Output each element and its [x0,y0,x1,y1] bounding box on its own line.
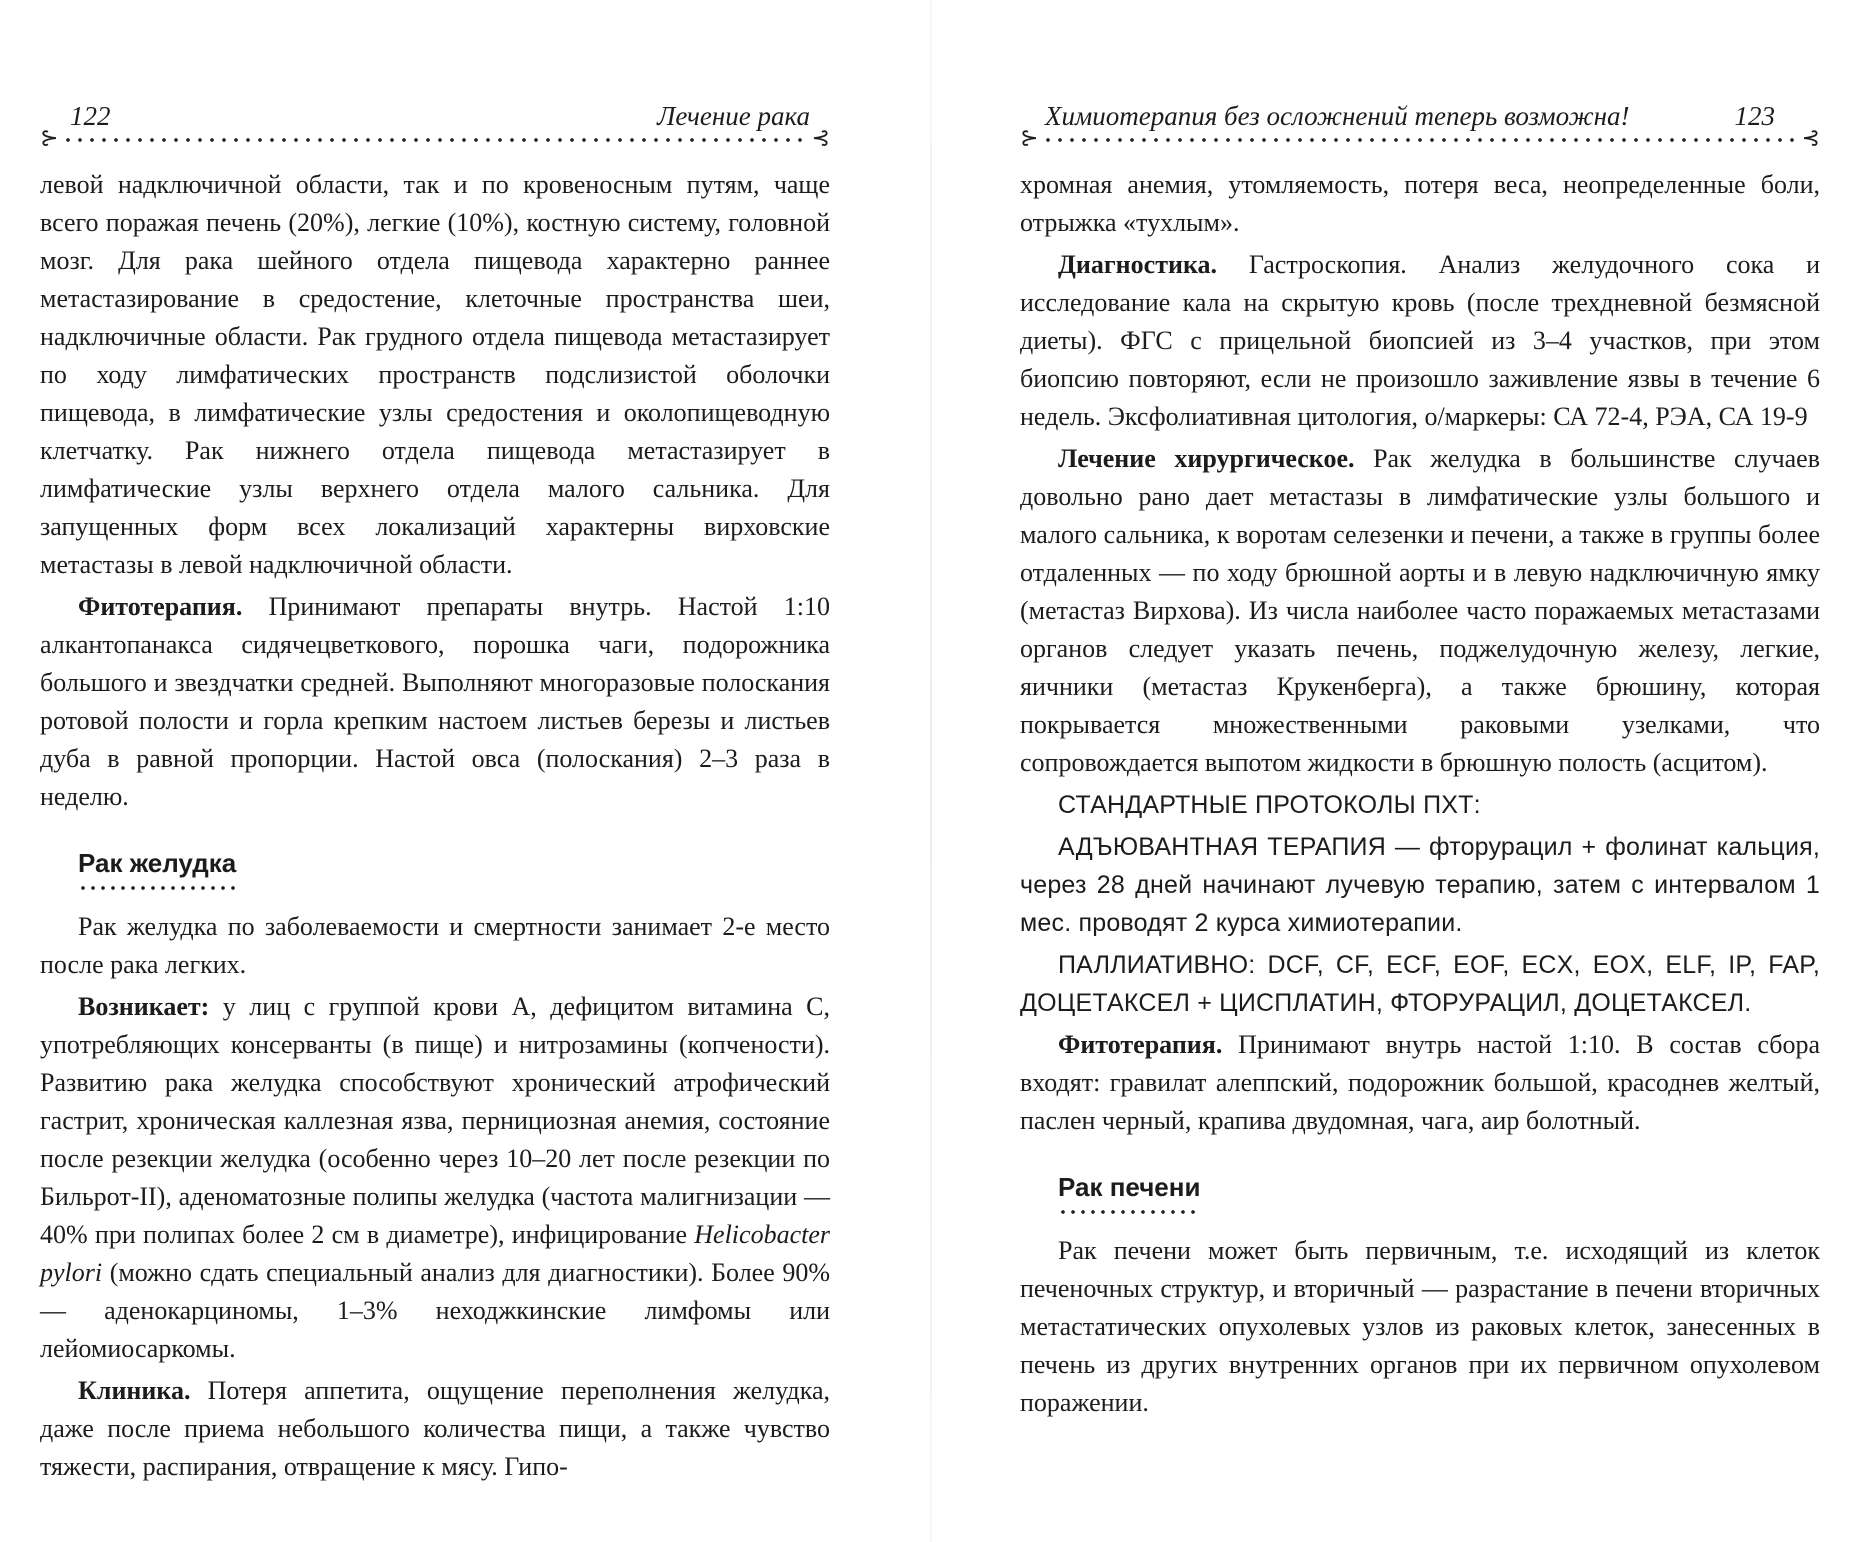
section-title: Рак печени [1058,1172,1201,1202]
phytotherapy-label: Фитотерапия. [78,592,243,621]
left-page-body [40,166,830,1486]
palliative-therapy: ПАЛЛИАТИВНО: DCF, CF, ECF, EOF, ECX, EOX, ELF, IP, FAP, ДОЦЕТАКСЕЛ + ЦИСПЛАТИН, ФТОРУРАЦИЛ, ДОЦЕТАКСЕЛ. [1020,951,1820,1017]
right-running-header [1045,96,1775,136]
clinic-text: Потеря аппетита, ощущение переполнения желудка, даже после приема небольшого количества пищи, а также чувство тяжести, распирания, отвращение к мясу. Гипо- [40,1376,830,1481]
section-heading-stomach [78,846,236,890]
section-underline-dots [1058,1210,1200,1214]
paragraph-clinic [40,1372,830,1486]
paragraph-phytotherapy [1020,1026,1820,1140]
phytotherapy-text: Принимают препараты внутрь. Настой 1:10 алкантопанакса сидячецветкового, порошка чаги, подорожника большого и звездчатки средней. Выполняют многоразовые полоскания ротовой полости и горла крепким настоем листьев березы и листьев дуба в равной пропорции. Настой овса (полоскания) 2–3 раза в неделю. [40,592,830,811]
paragraph-continuation: левой надключичной области, так и по кровеносным путям, чаще всего поражая печень (20%), легкие (10%), костную систему, головной мозг. Для рака шейного отдела пищевода характерно раннее метастазирование в средостение, клеточные пространства шеи, надключичные области. Рак грудного отдела пищевода метастазирует по ходу лимфатических пространств подслизистой оболочки пищевода, в лимфатические узлы средостения и околопищеводную клетчатку. Рак нижнего отдела пищевода метастазирует в лимфатические узлы верхнего отдела малого сальника. Для запущенных форм всех локализаций характерны вирховские метастазы в левой надключичной области. [40,170,830,579]
ornament-icon: ⊱ [40,126,59,151]
paragraph-surgical [1020,440,1820,782]
running-title-right: Химиотерапия без осложнений теперь возможна! [1045,101,1630,131]
protocols-heading: СТАНДАРТНЫЕ ПРОТОКОЛЫ ПХТ: [1058,791,1481,819]
section-underline-dots [78,886,236,890]
dotted-rule [1042,138,1798,142]
paragraph-arises [40,988,830,1368]
header-ornament-rule-right [1020,126,1820,151]
left-page [0,0,900,1542]
phytotherapy-label: Фитотерапия. [1058,1030,1223,1059]
ornament-icon: ⊰ [811,126,830,151]
ornament-icon: ⊱ [1020,126,1039,151]
page-number-right: 123 [1734,101,1775,131]
book-gutter [930,0,932,1542]
clinic-label: Клиника. [78,1376,191,1405]
diagnostics-text: Гастроскопия. Анализ желудочного сока и исследование кала на скрытую кровь (после трехдневной безмясной диеты). ФГС с прицельной биопсией из 3–4 участков, при этом биопсию повторяют, если не произошло заживление язвы в течение 6 недель. Эксфолиативная цитология, о/маркеры: СА 72-4, РЭА, СА 19-9 [1020,250,1820,431]
arises-text: у лиц с группой крови А, дефицитом витамина С, употребляющих консерванты (в пище) и нитрозамины (копчености). Развитию рака желудка способствуют хронический атрофический гастрит, хроническая каллезная язва, пернициозная анемия, состояние после резекции желудка (особенно через 10–20 лет после резекции по Бильрот-II), аденоматозные полипы желудка (частота малигнизации — 40% при полипах более 2 см в диаметре), инфицирование [40,992,830,1249]
surgical-label: Лечение хирургическое. [1058,444,1355,473]
right-page-body [1020,166,1820,1422]
header-ornament-rule-left [40,126,830,151]
diagnostics-label: Диагностика. [1058,250,1218,279]
right-page [960,0,1874,1542]
surgical-text: Рак желудка в большинстве случаев довольно рано дает метастазы в лимфатические узлы большого и малого сальника, к воротам селезенки и печени, а также в группы более отдаленных — по ходу брюшной аорты и в левую надключичную ямку (метастаз Вирхова). Из числа наиболее часто поражаемых метастазами органов следует указать печень, поджелудочную железу, легкие, яичники (метастаз Крукенберга), а также брюшину, которая покрывается множественными раковыми узелками, что сопровождается выпотом жидкости в брюшную полость (асцитом). [1020,444,1820,777]
arises-label: Возникает: [78,992,210,1021]
paragraph-diagnostics [1020,246,1820,436]
paragraph-continuation: хромная анемия, утомляемость, потеря веса, неопределенные боли, отрыжка «тухлым». [1020,170,1820,237]
paragraph-stomach-intro: Рак желудка по заболеваемости и смертности занимает 2-е место после рака легких. [40,912,830,979]
running-title-left: Лечение рака [657,101,810,131]
paragraph-liver: Рак печени может быть первичным, т.е. исходящий из клеток печеночных структур, и вторичный — разрастание в печени вторичных метастатических опухолевых узлов из раковых клеток, занесенных в печень из других внутренних органов при их первичном опухолевом поражении. [1020,1236,1820,1417]
left-running-header [70,96,810,136]
phytotherapy-text: Принимают внутрь настой 1:10. В состав сбора входят: гравилат алеппский, подорожник большой, красоднев желтый, паслен черный, крапива двудомная, чага, аир болотный. [1020,1030,1820,1135]
section-heading-liver [1058,1170,1200,1214]
arises-text-end: (можно сдать специальный анализ для диагностики). Более 90% — аденокарциномы, 1–3% неходжкинские лимфомы или лейомиосаркомы. [40,1258,830,1363]
paragraph-phytotherapy [40,588,830,816]
section-title: Рак желудка [78,848,237,878]
ornament-icon: ⊰ [1801,126,1820,151]
adjuvant-therapy: АДЪЮВАНТНАЯ ТЕРАПИЯ — фторурацил + фолинат кальция, через 28 дней начинают лучевую терапию, затем с интервалом 1 мес. проводят 2 курса химиотерапии. [1020,833,1820,937]
dotted-rule [62,138,808,142]
page-number-left: 122 [70,101,111,131]
arises-italic-term: Helicobacter pylori [40,1220,830,1287]
